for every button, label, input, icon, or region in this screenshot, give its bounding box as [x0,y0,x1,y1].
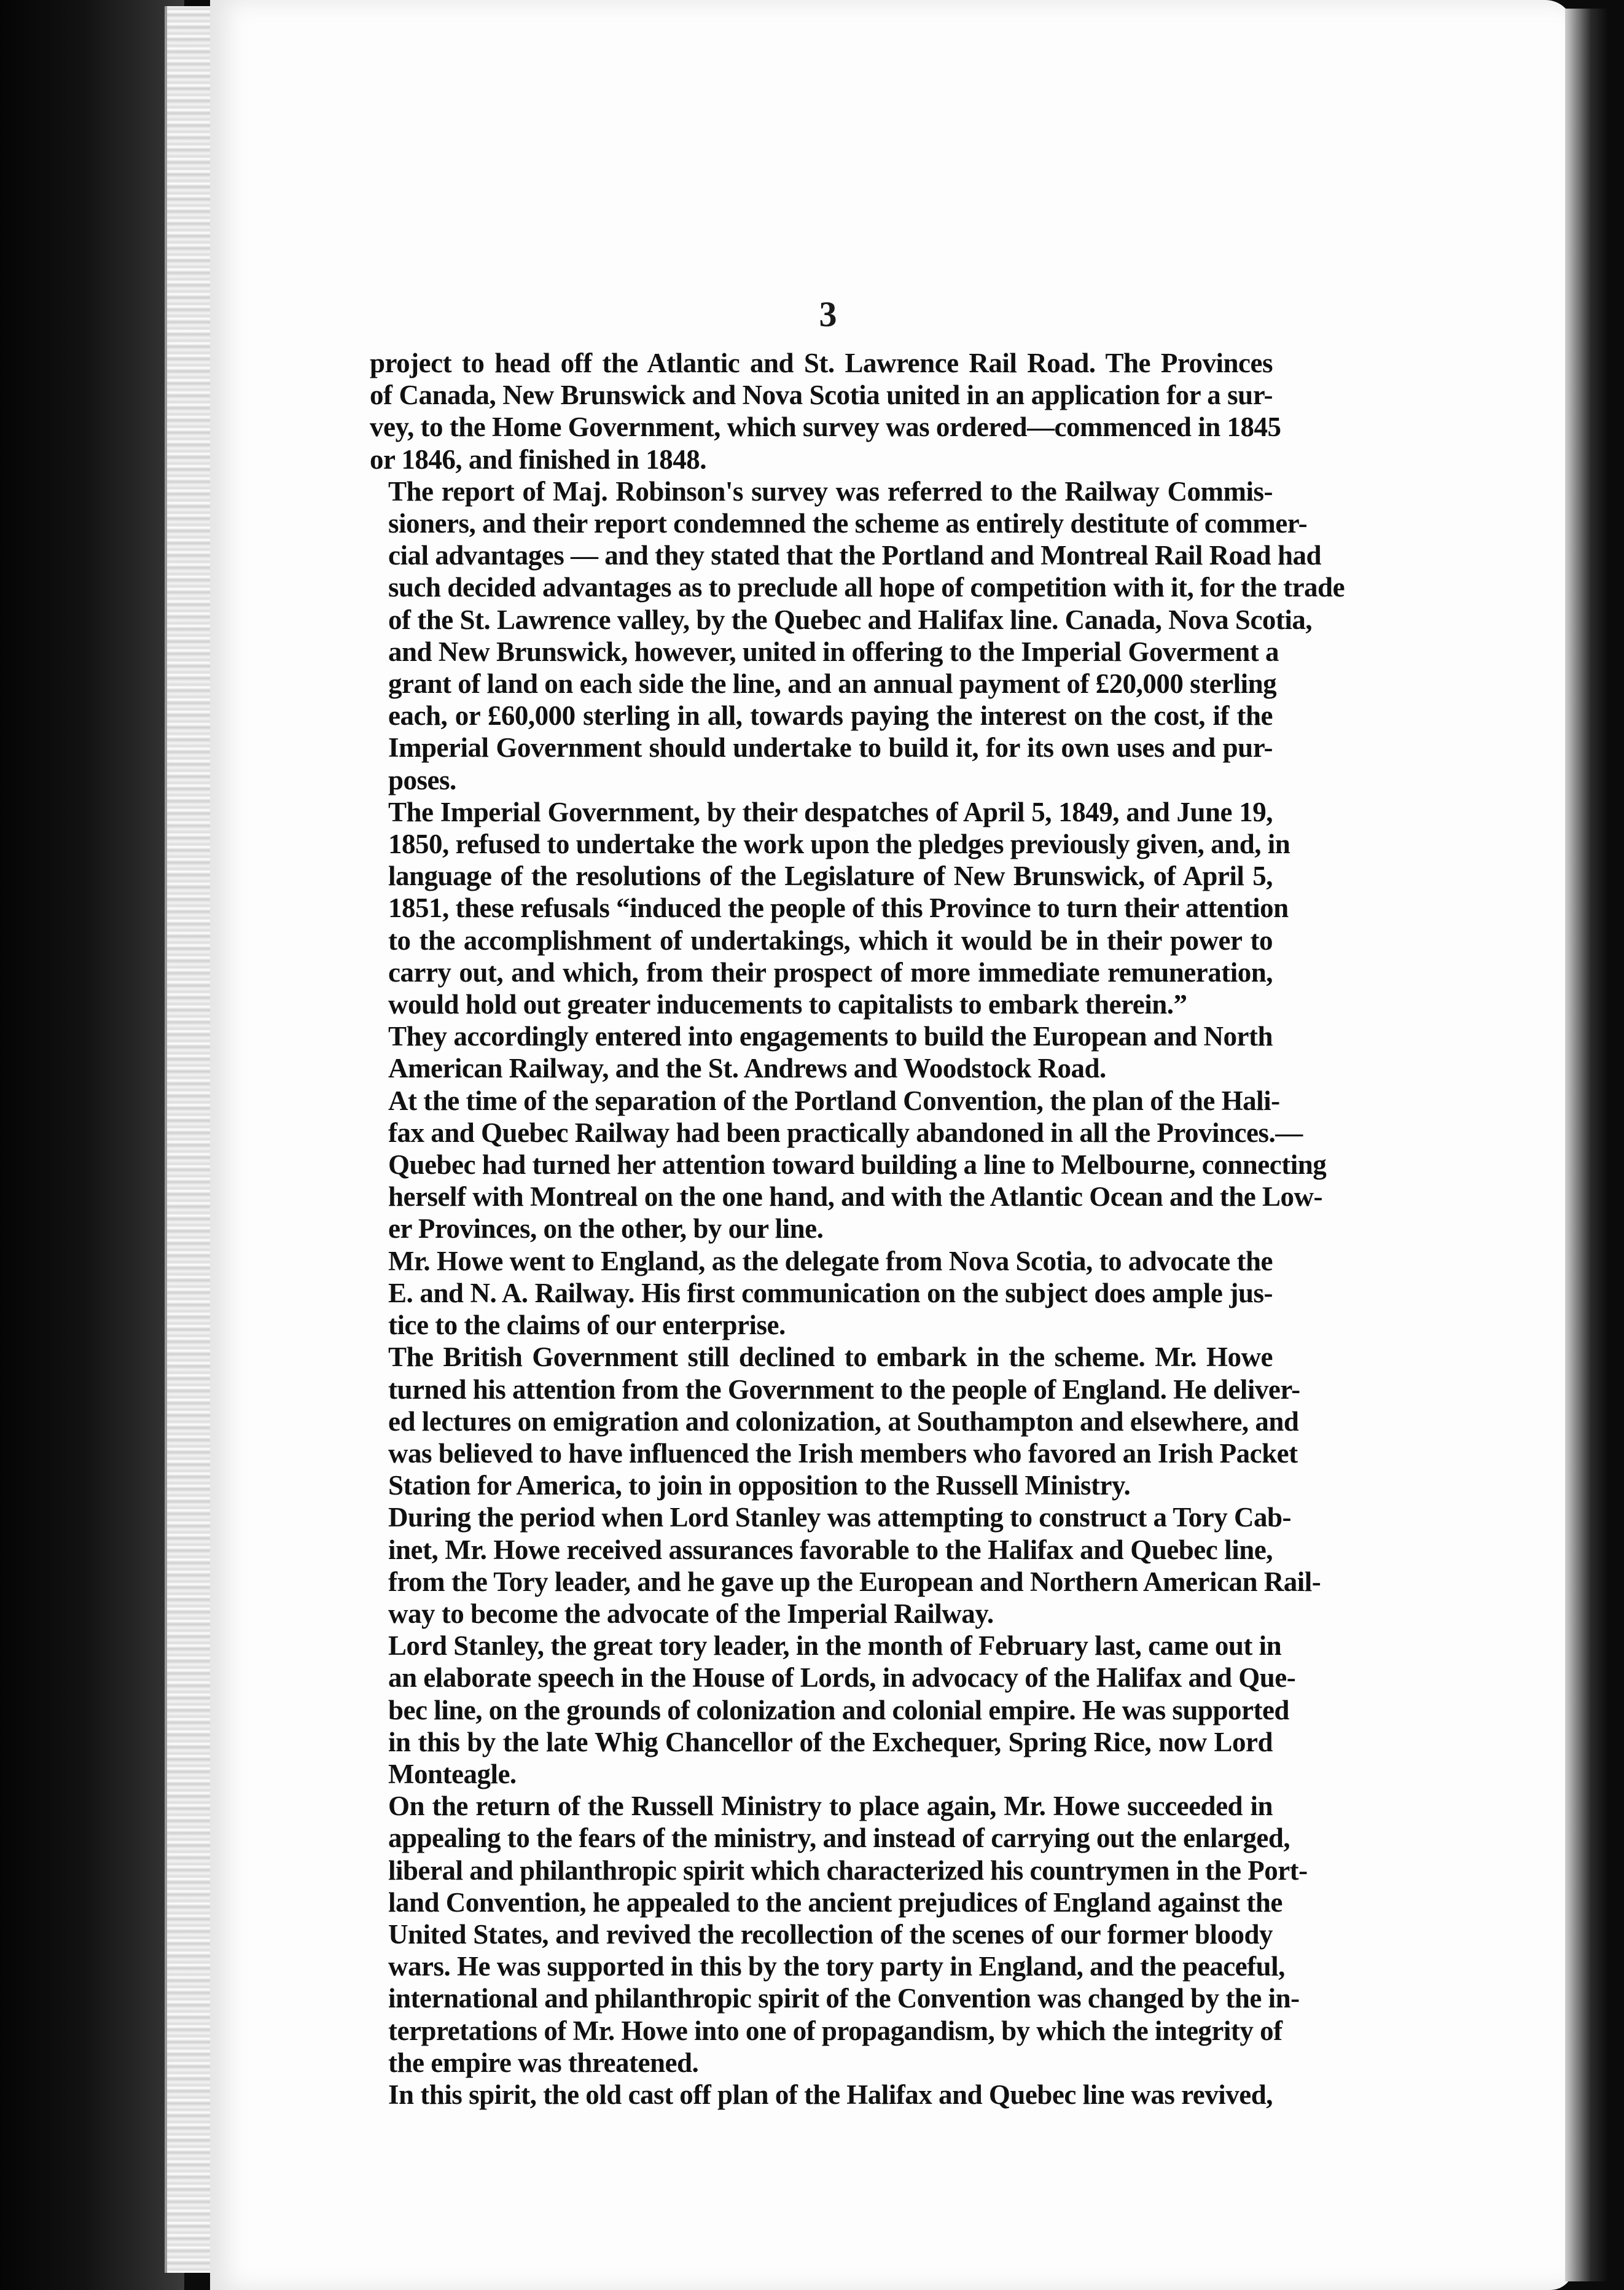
text-line: turned his attention from the Government to the people of England. He deliver- [388,1374,1300,1405]
text-line: terpretations of Mr. Howe into one of propagandism, by which the integrity of [388,2015,1282,2046]
text-line: or 1846, and finished in 1848. [370,444,707,475]
text-line: of the St. Lawrence valley, by the Quebec and Halifax line. Canada, Nova Scotia, [388,604,1313,635]
text-line: On the return of the Russell Ministry to place again, Mr. Howe succeeded in [388,1791,1273,1822]
text-line: tice to the claims of our enterprise. [388,1310,786,1341]
text-line: 1850, refused to undertake the work upon the pledges previously given, and, in [388,829,1290,860]
paragraph [370,1245,1273,1342]
text-line: would hold out greater inducements to capitalists to embark therein.” [388,989,1187,1020]
text-line: vey, to the Home Government, which survey was ordered—commenced in 1845 [370,412,1281,443]
paragraph [370,1020,1273,1084]
text-line: At the time of the separation of the Portland Convention, the plan of the Hali- [388,1085,1280,1116]
body-text [370,347,1345,2111]
text-line: wars. He was supported in this by the tory party in England, and the peaceful, [388,1951,1285,1982]
text-line: The report of Maj. Robinson's survey was referred to the Railway Commis- [388,475,1273,507]
page-edge-shadow [1565,9,1608,2281]
book-binding-shadow [0,0,184,2290]
paragraph [370,347,1281,475]
text-line: Quebec had turned her attention toward building a line to Melbourne, connecting [388,1149,1327,1181]
text-line: in this by the late Whig Chancellor of the Exchequer, Spring Rice, now Lord [388,1726,1273,1757]
text-line: er Provinces, on the other, by our line. [388,1213,824,1245]
paragraph [370,475,1345,796]
text-line: was believed to have influenced the Irish members who favored an Irish Packet [388,1437,1298,1469]
page-number: 3 [819,294,837,334]
text-line: grant of land on each side the line, and an annual payment of £20,000 sterling [388,668,1277,700]
text-line: from the Tory leader, and he gave up the European and Northern American Rail- [388,1566,1321,1597]
text-line: Lord Stanley, the great tory leader, in the month of February last, came out in [388,1630,1282,1662]
paragraph [370,1790,1308,2079]
text-line: E. and N. A. Railway. His first communication on the subject does ample jus- [388,1277,1273,1308]
text-line: project to head off the Atlantic and St. Lawrence Rail Road. The Provinces [370,348,1273,378]
text-line: appealing to the fears of the ministry, and instead of carrying out the enlarged, [388,1823,1290,1854]
text-line: the empire was threatened. [388,2047,699,2078]
text-line: herself with Montreal on the one hand, and with the Atlantic Ocean and the Low- [388,1181,1322,1213]
text-line: 1851, these refusals “induced the people of this Province to turn their attention [388,893,1289,924]
text-line: fax and Quebec Railway had been practically abandoned in all the Provinces.— [388,1117,1303,1148]
text-line: language of the resolutions of the Legislature of New Brunswick, of April 5, [388,861,1273,892]
text-line: Monteagle. [388,1758,517,1789]
text-line: ed lectures on emigration and colonization, at Southampton and elsewhere, and [388,1405,1299,1437]
text-line: to the accomplishment of undertakings, which it would be in their power to [388,924,1273,956]
text-line: each, or £60,000 sterling in all, towards paying the interest on the cost, if the [388,700,1273,732]
text-line: United States, and revived the recollection of the scenes of our former bloody [388,1918,1273,1950]
paragraph [370,1501,1321,1630]
text-line: During the period when Lord Stanley was attempting to construct a Tory Cab- [388,1502,1292,1533]
text-line: and New Brunswick, however, united in offering to the Imperial Goverment a [388,636,1279,667]
text-line: such decided advantages as to preclude all hope of competition with it, for the trade [388,572,1345,603]
text-line: The Imperial Government, by their despatches of April 5, 1849, and June 19, [388,796,1273,827]
text-line: land Convention, he appealed to the ancient prejudices of England against the [388,1886,1282,1918]
text-line: The British Government still declined to embark in the scheme. Mr. Howe [388,1342,1273,1373]
text-line: bec line, on the grounds of colonization and colonial empire. He was supported [388,1694,1289,1725]
paragraph [370,2079,1273,2111]
text-line: inet, Mr. Howe received assurances favorable to the Halifax and Quebec line, [388,1534,1273,1565]
text-line: international and philanthropic spirit of the Convention was changed by the in- [388,1983,1300,2014]
paragraph [370,796,1290,1020]
paragraph [370,1341,1300,1501]
text-line: cial advantages — and they stated that the Portland and Montreal Rail Road had [388,540,1322,571]
paragraph [370,1085,1327,1245]
paragraph [370,1630,1296,1790]
text-line: In this spirit, the old cast off plan of the Halifax and Quebec line was revived, [388,2079,1273,2110]
text-line: poses. [388,764,456,795]
text-line: sioners, and their report condemned the scheme as entirely destitute of commer- [388,508,1308,539]
text-line: of Canada, New Brunswick and Nova Scotia united in an application for a sur- [370,380,1273,411]
text-line: Mr. Howe went to England, as the delegate from Nova Scotia, to advocate the [388,1245,1273,1276]
text-line: Station for America, to join in opposition to the Russell Ministry. [388,1470,1131,1501]
text-line: carry out, and which, from their prospect of more immediate remuneration, [388,956,1273,988]
text-line: American Railway, and the St. Andrews and Woodstock Road. [388,1053,1106,1084]
text-line: liberal and philanthropic spirit which characterized his countrymen in the Port- [388,1854,1308,1886]
text-line: They accordingly entered into engagements to build the European and North [388,1021,1273,1052]
text-line: Imperial Government should undertake to build it, for its own uses and pur- [388,732,1273,764]
text-line: way to become the advocate of the Imperial Railway. [388,1598,994,1629]
text-line: an elaborate speech in the House of Lords, in advocacy of the Halifax and Que- [388,1662,1296,1694]
